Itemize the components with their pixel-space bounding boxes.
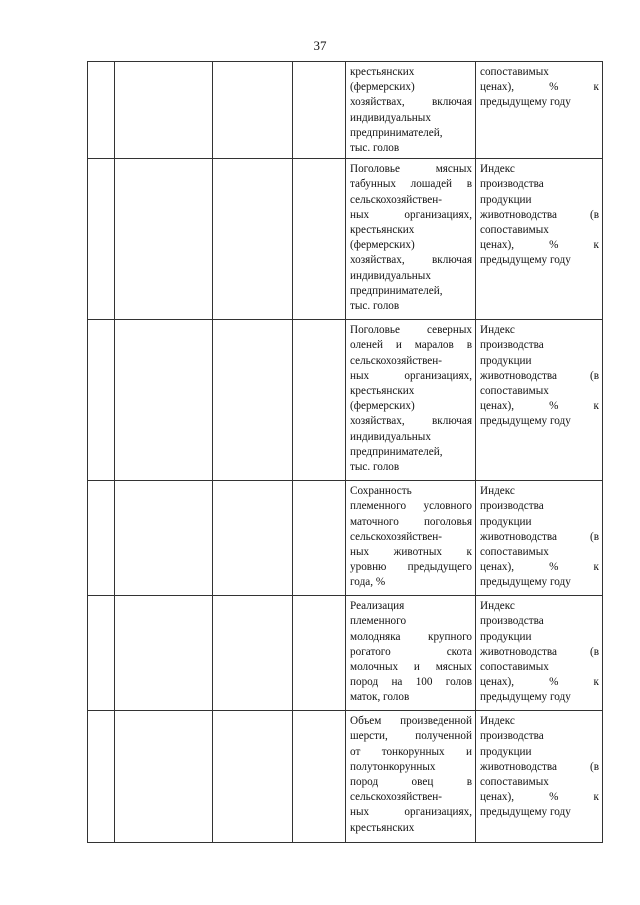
text-line: сопоставимых (480, 66, 549, 78)
text-line: индивидуальных (350, 111, 431, 124)
page-number: 37 (313, 38, 327, 53)
empty-cell (115, 481, 213, 596)
empty-cell (213, 711, 293, 843)
text-line: крестьянских (350, 224, 415, 237)
empty-cell (115, 596, 213, 711)
text-line: предыдущему году (480, 254, 571, 267)
text-line: производства (480, 339, 544, 352)
text-line: продукции (480, 515, 532, 528)
text-line: ценах), % к (480, 676, 599, 689)
text-line: Индекс (480, 163, 515, 176)
text-line: продукции (480, 193, 532, 206)
empty-cell (293, 320, 346, 481)
text-line: племенного условного (350, 500, 472, 513)
number-cell (88, 711, 115, 843)
text-line: ценах), % к (480, 81, 599, 94)
text-line: полутонкорунных (350, 760, 436, 773)
index-cell (476, 159, 603, 320)
text-line: табунных лошадей в (350, 178, 472, 191)
text-line: (фермерских) (350, 400, 415, 413)
text-line: Поголовье северных (350, 324, 472, 337)
text-line: шерсти, полученной (350, 730, 472, 743)
table-row (88, 62, 603, 159)
text-line: животноводства (в (480, 760, 599, 773)
text-line: производства (480, 730, 544, 743)
text-line: оленей и маралов в (350, 339, 472, 352)
indicator-cell (346, 320, 476, 481)
empty-cell (115, 159, 213, 320)
text-line: сопоставимых (480, 546, 549, 559)
text-line: крестьянских (350, 66, 415, 78)
text-line: крестьянских (350, 385, 415, 398)
text-line: тыс. голов (350, 300, 400, 313)
text-line: сельскохозяйствен- (350, 530, 442, 543)
text-line: сопоставимых (480, 224, 549, 237)
text-line: предыдущему году (480, 806, 571, 819)
text-line: маток, голов (350, 691, 410, 704)
text-line: Индекс (480, 715, 515, 728)
empty-cell (115, 320, 213, 481)
empty-cell (293, 62, 346, 159)
text-line: от тонкорунных и (350, 745, 472, 758)
text-line: Индекс (480, 600, 515, 613)
text-line: хозяйствах, включая (350, 415, 472, 428)
text-line: производства (480, 178, 544, 191)
empty-cell (213, 62, 293, 159)
text-line: предыдущему году (480, 415, 571, 428)
text-line: ных организациях, (350, 369, 472, 382)
text-line: предпринимателей, (350, 445, 443, 458)
empty-cell (213, 159, 293, 320)
text-line: уровню предыдущего (350, 561, 472, 574)
text-line: сопоставимых (480, 661, 549, 674)
text-line: сельскохозяйствен- (350, 791, 442, 804)
text-line: рогатого скота (350, 645, 472, 658)
number-cell (88, 596, 115, 711)
table-row (88, 481, 603, 596)
number-cell (88, 481, 115, 596)
table-row (88, 320, 603, 481)
text-line: Индекс (480, 485, 515, 498)
empty-cell (293, 596, 346, 711)
text-line: продукции (480, 354, 532, 367)
text-line: (фермерских) (350, 239, 415, 252)
indicator-cell (346, 62, 476, 159)
text-line: молодняка крупного (350, 630, 472, 643)
empty-cell (115, 711, 213, 843)
text-line: пород на 100 голов (350, 676, 472, 689)
text-line: Реализация (350, 600, 405, 613)
empty-cell (213, 320, 293, 481)
text-line: предыдущему году (480, 96, 571, 109)
text-line: производства (480, 615, 544, 628)
empty-cell (293, 159, 346, 320)
empty-cell (293, 711, 346, 843)
text-line: животноводства (в (480, 208, 599, 221)
text-line: ных организациях, (350, 806, 472, 819)
text-line: сопоставимых (480, 385, 549, 398)
empty-cell (213, 481, 293, 596)
text-line: хозяйствах, включая (350, 96, 472, 109)
text-line: животноводства (в (480, 530, 599, 543)
text-line: тыс. голов (350, 142, 400, 155)
table-row (88, 711, 603, 843)
text-line: Поголовье мясных (350, 163, 472, 176)
number-cell (88, 320, 115, 481)
text-line: ценах), % к (480, 561, 599, 574)
indicator-cell (346, 481, 476, 596)
text-line: ценах), % к (480, 400, 599, 413)
text-line: ных организациях, (350, 208, 472, 221)
text-line: крестьянских (350, 821, 415, 834)
text-line: ных животных к (350, 546, 472, 559)
index-cell (476, 320, 603, 481)
text-line: Объем произведенной (350, 715, 472, 728)
indicator-cell (346, 596, 476, 711)
indicator-cell (346, 159, 476, 320)
table-row (88, 596, 603, 711)
text-line: предыдущему году (480, 576, 571, 589)
text-line: пород овец в (350, 776, 472, 789)
empty-cell (115, 62, 213, 159)
number-cell (88, 62, 115, 159)
text-line: племенного (350, 615, 407, 628)
empty-cell (293, 481, 346, 596)
text-line: животноводства (в (480, 369, 599, 382)
text-line: тыс. голов (350, 461, 400, 474)
index-cell (476, 481, 603, 596)
text-line: сельскохозяйствен- (350, 193, 442, 206)
table-row (88, 159, 603, 320)
text-line: Сохранность (350, 485, 412, 498)
text-line: маточного поголовья (350, 515, 472, 528)
text-line: года, % (350, 576, 386, 589)
number-cell (88, 159, 115, 320)
index-cell (476, 711, 603, 843)
indicator-cell (346, 711, 476, 843)
text-line: Индекс (480, 324, 515, 337)
text-line: (фермерских) (350, 81, 415, 94)
text-line: хозяйствах, включая (350, 254, 472, 267)
text-line: продукции (480, 630, 532, 643)
text-line: индивидуальных (350, 430, 431, 443)
text-line: молочных и мясных (350, 661, 472, 674)
index-cell (476, 62, 603, 159)
text-line: сельскохозяйствен- (350, 354, 442, 367)
index-cell (476, 596, 603, 711)
text-line: предыдущему году (480, 691, 571, 704)
empty-cell (213, 596, 293, 711)
text-line: предпринимателей, (350, 284, 443, 297)
text-line: сопоставимых (480, 776, 549, 789)
text-line: ценах), % к (480, 791, 599, 804)
text-line: индивидуальных (350, 269, 431, 282)
text-line: ценах), % к (480, 239, 599, 252)
text-line: производства (480, 500, 544, 513)
text-line: животноводства (в (480, 645, 599, 658)
indicators-table (87, 61, 603, 843)
text-line: предпринимателей, (350, 126, 443, 139)
text-line: продукции (480, 745, 532, 758)
